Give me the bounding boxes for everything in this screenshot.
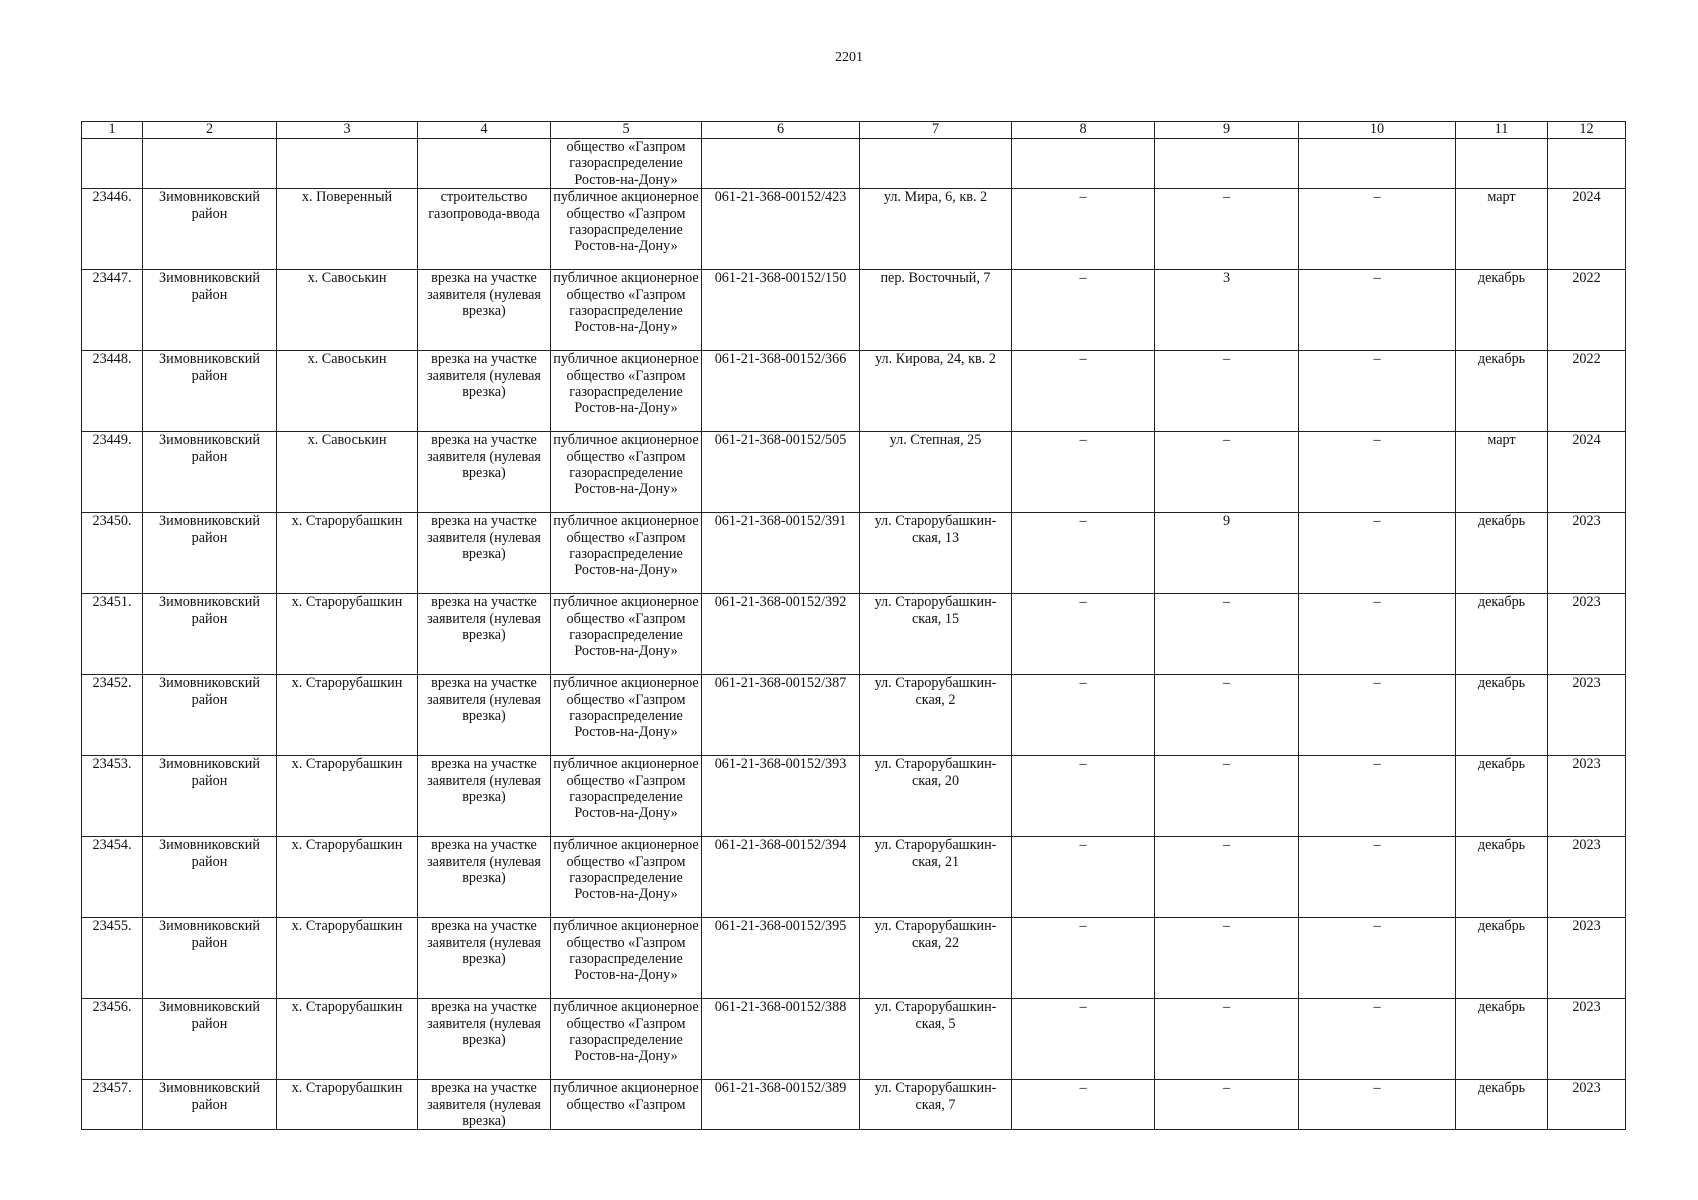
column-number: 5 (551, 122, 702, 139)
cell-application-number: 061-21-368-00152/505 (702, 432, 860, 513)
cell-col9: 3 (1155, 270, 1299, 351)
cell-col10: – (1299, 594, 1456, 675)
cell-operator: публичное акционерное общество «Газпром газораспределение Ростов-на-Дону» (551, 594, 702, 675)
cell-record-number: 23447. (82, 270, 143, 351)
cell-month: декабрь (1456, 837, 1548, 918)
cell-application-number: 061-21-368-00152/393 (702, 756, 860, 837)
cell-record-number: 23454. (82, 837, 143, 918)
table-row (82, 594, 1626, 675)
cell-district: Зимовниковский район (143, 918, 277, 999)
page-number: 2201 (835, 50, 863, 65)
cell-district: Зимовниковский район (143, 675, 277, 756)
cell-col10: – (1299, 918, 1456, 999)
cell-settlement: х. Савоськин (277, 432, 418, 513)
cell-col10: – (1299, 513, 1456, 594)
cell-col10: – (1299, 351, 1456, 432)
cell-application-number: 061-21-368-00152/388 (702, 999, 860, 1080)
cell-empty (1012, 139, 1155, 189)
cell-settlement: х. Старорубашкин (277, 675, 418, 756)
cell-record-number: 23449. (82, 432, 143, 513)
cell-operator: публичное акционерное общество «Газпром газораспределение Ростов-на-Дону» (551, 999, 702, 1080)
column-number: 3 (277, 122, 418, 139)
table-row (82, 1080, 1626, 1130)
cell-col10: – (1299, 432, 1456, 513)
cell-work-type: врезка на участке заявителя (нулевая врезка) (418, 1080, 551, 1130)
cell-record-number: 23452. (82, 675, 143, 756)
cell-district: Зимовниковский район (143, 594, 277, 675)
cell-col10: – (1299, 999, 1456, 1080)
cell-work-type: строительство газопровода-ввода (418, 189, 551, 270)
cell-address: пер. Восточный, 7 (860, 270, 1012, 351)
cell-year: 2022 (1548, 351, 1626, 432)
cell-address: ул. Старорубашкин-ская, 7 (860, 1080, 1012, 1130)
table-row (82, 351, 1626, 432)
cell-empty (702, 139, 860, 189)
cell-col9: – (1155, 999, 1299, 1080)
cell-year: 2022 (1548, 270, 1626, 351)
cell-year: 2024 (1548, 432, 1626, 513)
cell-month: март (1456, 189, 1548, 270)
cell-col8: – (1012, 270, 1155, 351)
cell-record-number: 23453. (82, 756, 143, 837)
table-row (82, 513, 1626, 594)
cell-settlement: х. Старорубашкин (277, 1080, 418, 1130)
cell-month: декабрь (1456, 756, 1548, 837)
cell-address: ул. Старорубашкин-ская, 21 (860, 837, 1012, 918)
cell-work-type: врезка на участке заявителя (нулевая врезка) (418, 918, 551, 999)
cell-year: 2023 (1548, 918, 1626, 999)
continuation-row (82, 139, 1626, 189)
cell-record-number: 23448. (82, 351, 143, 432)
cell-col8: – (1012, 513, 1155, 594)
cell-district: Зимовниковский район (143, 270, 277, 351)
cell-district: Зимовниковский район (143, 999, 277, 1080)
cell-operator: публичное акционерное общество «Газпром газораспределение Ростов-на-Дону» (551, 270, 702, 351)
cell-month: декабрь (1456, 594, 1548, 675)
cell-application-number: 061-21-368-00152/389 (702, 1080, 860, 1130)
cell-col10: – (1299, 675, 1456, 756)
cell-application-number: 061-21-368-00152/423 (702, 189, 860, 270)
cell-operator: публичное акционерное общество «Газпром газораспределение Ростов-на-Дону» (551, 189, 702, 270)
table-row (82, 918, 1626, 999)
cell-operator: публичное акционерное общество «Газпром газораспределение Ростов-на-Дону» (551, 675, 702, 756)
cell-empty (1548, 139, 1626, 189)
cell-operator: публичное акционерное общество «Газпром газораспределение Ростов-на-Дону» (551, 513, 702, 594)
cell-col10: – (1299, 189, 1456, 270)
cell-empty (1155, 139, 1299, 189)
column-number: 12 (1548, 122, 1626, 139)
cell-application-number: 061-21-368-00152/392 (702, 594, 860, 675)
cell-application-number: 061-21-368-00152/387 (702, 675, 860, 756)
column-number: 10 (1299, 122, 1456, 139)
cell-address: ул. Старорубашкин-ская, 13 (860, 513, 1012, 594)
cell-col10: – (1299, 837, 1456, 918)
cell-empty (418, 139, 551, 189)
table-row (82, 756, 1626, 837)
cell-record-number: 23456. (82, 999, 143, 1080)
cell-operator: публичное акционерное общество «Газпром газораспределение Ростов-на-Дону» (551, 837, 702, 918)
cell-col9: – (1155, 432, 1299, 513)
cell-col8: – (1012, 432, 1155, 513)
cell-operator: публичное акционерное общество «Газпром (551, 1080, 702, 1130)
cell-application-number: 061-21-368-00152/366 (702, 351, 860, 432)
cell-operator: публичное акционерное общество «Газпром газораспределение Ростов-на-Дону» (551, 351, 702, 432)
cell-work-type: врезка на участке заявителя (нулевая врезка) (418, 999, 551, 1080)
cell-month: декабрь (1456, 999, 1548, 1080)
cell-application-number: 061-21-368-00152/394 (702, 837, 860, 918)
cell-year: 2023 (1548, 837, 1626, 918)
column-number: 9 (1155, 122, 1299, 139)
cell-year: 2023 (1548, 513, 1626, 594)
cell-settlement: х. Поверенный (277, 189, 418, 270)
cell-month: декабрь (1456, 270, 1548, 351)
column-number: 2 (143, 122, 277, 139)
table-row (82, 270, 1626, 351)
cell-year: 2023 (1548, 1080, 1626, 1130)
cell-empty (1456, 139, 1548, 189)
cell-col9: – (1155, 1080, 1299, 1130)
cell-empty (1299, 139, 1456, 189)
cell-address: ул. Мира, 6, кв. 2 (860, 189, 1012, 270)
cell-settlement: х. Старорубашкин (277, 999, 418, 1080)
cell-work-type: врезка на участке заявителя (нулевая врезка) (418, 594, 551, 675)
cell-work-type: врезка на участке заявителя (нулевая врезка) (418, 432, 551, 513)
cell-work-type: врезка на участке заявителя (нулевая врезка) (418, 513, 551, 594)
table-row (82, 189, 1626, 270)
cell-col10: – (1299, 756, 1456, 837)
cell-month: декабрь (1456, 513, 1548, 594)
column-number: 11 (1456, 122, 1548, 139)
column-number: 8 (1012, 122, 1155, 139)
cell-record-number: 23457. (82, 1080, 143, 1130)
cell-work-type: врезка на участке заявителя (нулевая врезка) (418, 351, 551, 432)
cell-operator: публичное акционерное общество «Газпром газораспределение Ростов-на-Дону» (551, 432, 702, 513)
cell-record-number: 23446. (82, 189, 143, 270)
cell-month: март (1456, 432, 1548, 513)
cell-work-type: врезка на участке заявителя (нулевая врезка) (418, 837, 551, 918)
cell-col8: – (1012, 189, 1155, 270)
cell-record-number: 23450. (82, 513, 143, 594)
cell-work-type: врезка на участке заявителя (нулевая врезка) (418, 675, 551, 756)
cell-district: Зимовниковский район (143, 837, 277, 918)
cell-address: ул. Степная, 25 (860, 432, 1012, 513)
column-number: 1 (82, 122, 143, 139)
cell-district: Зимовниковский район (143, 351, 277, 432)
cell-operator: публичное акционерное общество «Газпром газораспределение Ростов-на-Дону» (551, 756, 702, 837)
cell-month: декабрь (1456, 918, 1548, 999)
cell-address: ул. Старорубашкин-ская, 22 (860, 918, 1012, 999)
cell-application-number: 061-21-368-00152/391 (702, 513, 860, 594)
cell-col8: – (1012, 756, 1155, 837)
registry-table (81, 121, 1626, 1130)
table-row (82, 675, 1626, 756)
cell-col9: – (1155, 675, 1299, 756)
cell-col8: – (1012, 675, 1155, 756)
cell-col9: – (1155, 837, 1299, 918)
column-number-row (82, 122, 1626, 139)
cell-col9: 9 (1155, 513, 1299, 594)
cell-application-number: 061-21-368-00152/150 (702, 270, 860, 351)
cell-empty (143, 139, 277, 189)
cell-address: ул. Кирова, 24, кв. 2 (860, 351, 1012, 432)
cell-col8: – (1012, 837, 1155, 918)
cell-col9: – (1155, 594, 1299, 675)
cell-operator: общество «Газпром газораспределение Ростов-на-Дону» (551, 139, 702, 189)
cell-col9: – (1155, 351, 1299, 432)
cell-operator: публичное акционерное общество «Газпром газораспределение Ростов-на-Дону» (551, 918, 702, 999)
cell-col8: – (1012, 1080, 1155, 1130)
cell-month: декабрь (1456, 675, 1548, 756)
cell-col8: – (1012, 999, 1155, 1080)
cell-settlement: х. Старорубашкин (277, 918, 418, 999)
cell-year: 2023 (1548, 594, 1626, 675)
cell-district: Зимовниковский район (143, 1080, 277, 1130)
cell-district: Зимовниковский район (143, 513, 277, 594)
cell-col8: – (1012, 594, 1155, 675)
table-row (82, 999, 1626, 1080)
cell-col10: – (1299, 270, 1456, 351)
cell-address: ул. Старорубашкин-ская, 5 (860, 999, 1012, 1080)
cell-month: декабрь (1456, 1080, 1548, 1130)
cell-empty (82, 139, 143, 189)
cell-year: 2023 (1548, 756, 1626, 837)
cell-settlement: х. Савоськин (277, 351, 418, 432)
cell-address: ул. Старорубашкин-ская, 20 (860, 756, 1012, 837)
cell-record-number: 23455. (82, 918, 143, 999)
table-row (82, 837, 1626, 918)
cell-year: 2024 (1548, 189, 1626, 270)
cell-work-type: врезка на участке заявителя (нулевая врезка) (418, 270, 551, 351)
column-number: 4 (418, 122, 551, 139)
cell-settlement: х. Старорубашкин (277, 594, 418, 675)
cell-application-number: 061-21-368-00152/395 (702, 918, 860, 999)
cell-empty (277, 139, 418, 189)
cell-year: 2023 (1548, 675, 1626, 756)
cell-address: ул. Старорубашкин-ская, 15 (860, 594, 1012, 675)
cell-settlement: х. Старорубашкин (277, 513, 418, 594)
cell-address: ул. Старорубашкин-ская, 2 (860, 675, 1012, 756)
table-row (82, 432, 1626, 513)
cell-work-type: врезка на участке заявителя (нулевая врезка) (418, 756, 551, 837)
column-number: 7 (860, 122, 1012, 139)
cell-month: декабрь (1456, 351, 1548, 432)
column-number: 6 (702, 122, 860, 139)
cell-year: 2023 (1548, 999, 1626, 1080)
cell-col10: – (1299, 1080, 1456, 1130)
cell-empty (860, 139, 1012, 189)
cell-district: Зимовниковский район (143, 432, 277, 513)
cell-settlement: х. Савоськин (277, 270, 418, 351)
cell-district: Зимовниковский район (143, 189, 277, 270)
cell-record-number: 23451. (82, 594, 143, 675)
cell-district: Зимовниковский район (143, 756, 277, 837)
cell-col8: – (1012, 351, 1155, 432)
cell-settlement: х. Старорубашкин (277, 837, 418, 918)
cell-col9: – (1155, 756, 1299, 837)
cell-col9: – (1155, 189, 1299, 270)
cell-col8: – (1012, 918, 1155, 999)
cell-settlement: х. Старорубашкин (277, 756, 418, 837)
cell-col9: – (1155, 918, 1299, 999)
